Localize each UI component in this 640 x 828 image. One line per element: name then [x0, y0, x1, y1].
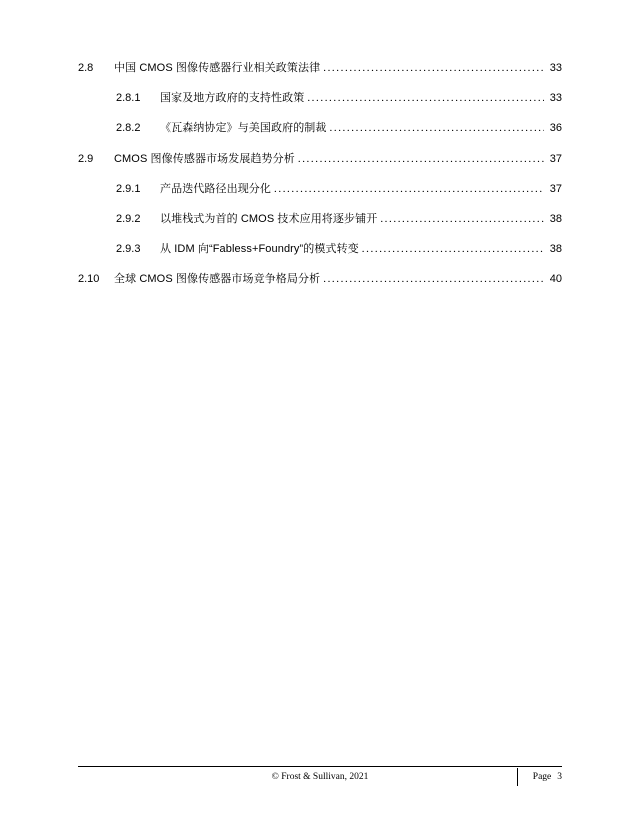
toc-entry-page: 38 — [549, 212, 562, 225]
footer-page-number: 3 — [557, 772, 562, 782]
footer-separator — [517, 768, 518, 786]
toc-entry-title: 以堆栈式为首的 CMOS 技术应用将逐步铺开 — [160, 212, 378, 225]
table-of-contents — [78, 62, 562, 304]
toc-entry-page: 37 — [549, 152, 562, 165]
toc-entry-number: 2.9.1 — [116, 182, 141, 195]
toc-entry-number: 2.10 — [78, 273, 100, 286]
footer-divider — [78, 766, 562, 767]
toc-entry[interactable] — [78, 153, 562, 166]
toc-entry-number: 2.8.2 — [116, 122, 141, 135]
toc-entry-page: 37 — [549, 182, 562, 195]
toc-entry-number: 2.8 — [78, 62, 94, 74]
toc-leader-dots — [380, 213, 544, 226]
toc-entry[interactable] — [78, 213, 562, 226]
toc-entry[interactable] — [78, 243, 562, 256]
toc-leader-dots — [362, 243, 544, 256]
toc-leader-dots — [274, 183, 544, 196]
toc-leader-dots — [330, 122, 545, 135]
toc-entry[interactable] — [78, 273, 562, 286]
toc-entry-title: 产品迭代路径出现分化 — [160, 182, 271, 195]
toc-entry[interactable] — [78, 92, 562, 105]
toc-entry-title: 全球 CMOS 图像传感器市场竞争格局分析 — [114, 273, 321, 286]
toc-leader-dots — [307, 92, 544, 105]
toc-entry[interactable] — [78, 122, 562, 135]
toc-entry-title: 从 IDM 向“Fabless+Foundry”的模式转变 — [160, 243, 359, 256]
toc-entry-page: 38 — [549, 243, 562, 256]
toc-entry-page: 40 — [549, 273, 562, 286]
toc-entry[interactable] — [78, 62, 562, 75]
toc-leader-dots — [298, 153, 544, 166]
toc-leader-dots — [323, 273, 544, 286]
toc-entry-number: 2.9.2 — [116, 212, 141, 225]
toc-entry-page: 33 — [549, 92, 562, 105]
toc-entry-page: 33 — [549, 62, 562, 74]
toc-entry-page: 36 — [549, 122, 562, 135]
footer-copyright: © Frost & Sullivan, 2021 — [271, 772, 369, 782]
toc-entry-number: 2.9 — [78, 152, 94, 165]
toc-entry-number: 2.9.3 — [116, 243, 141, 256]
footer-page-indicator — [533, 772, 562, 782]
toc-entry-title: 中国 CMOS 图像传感器行业相关政策法律 — [114, 62, 321, 74]
toc-entry-title: 国家及地方政府的支持性政策 — [160, 92, 305, 105]
toc-leader-dots — [323, 62, 544, 75]
toc-entry[interactable] — [78, 183, 562, 196]
toc-entry-title: 《瓦森纳协定》与美国政府的制裁 — [160, 122, 327, 135]
toc-entry-number: 2.8.1 — [116, 92, 141, 105]
toc-entry-title: CMOS 图像传感器市场发展趋势分析 — [114, 152, 295, 165]
page-footer — [78, 772, 562, 782]
footer-page-label: Page — [532, 772, 552, 782]
